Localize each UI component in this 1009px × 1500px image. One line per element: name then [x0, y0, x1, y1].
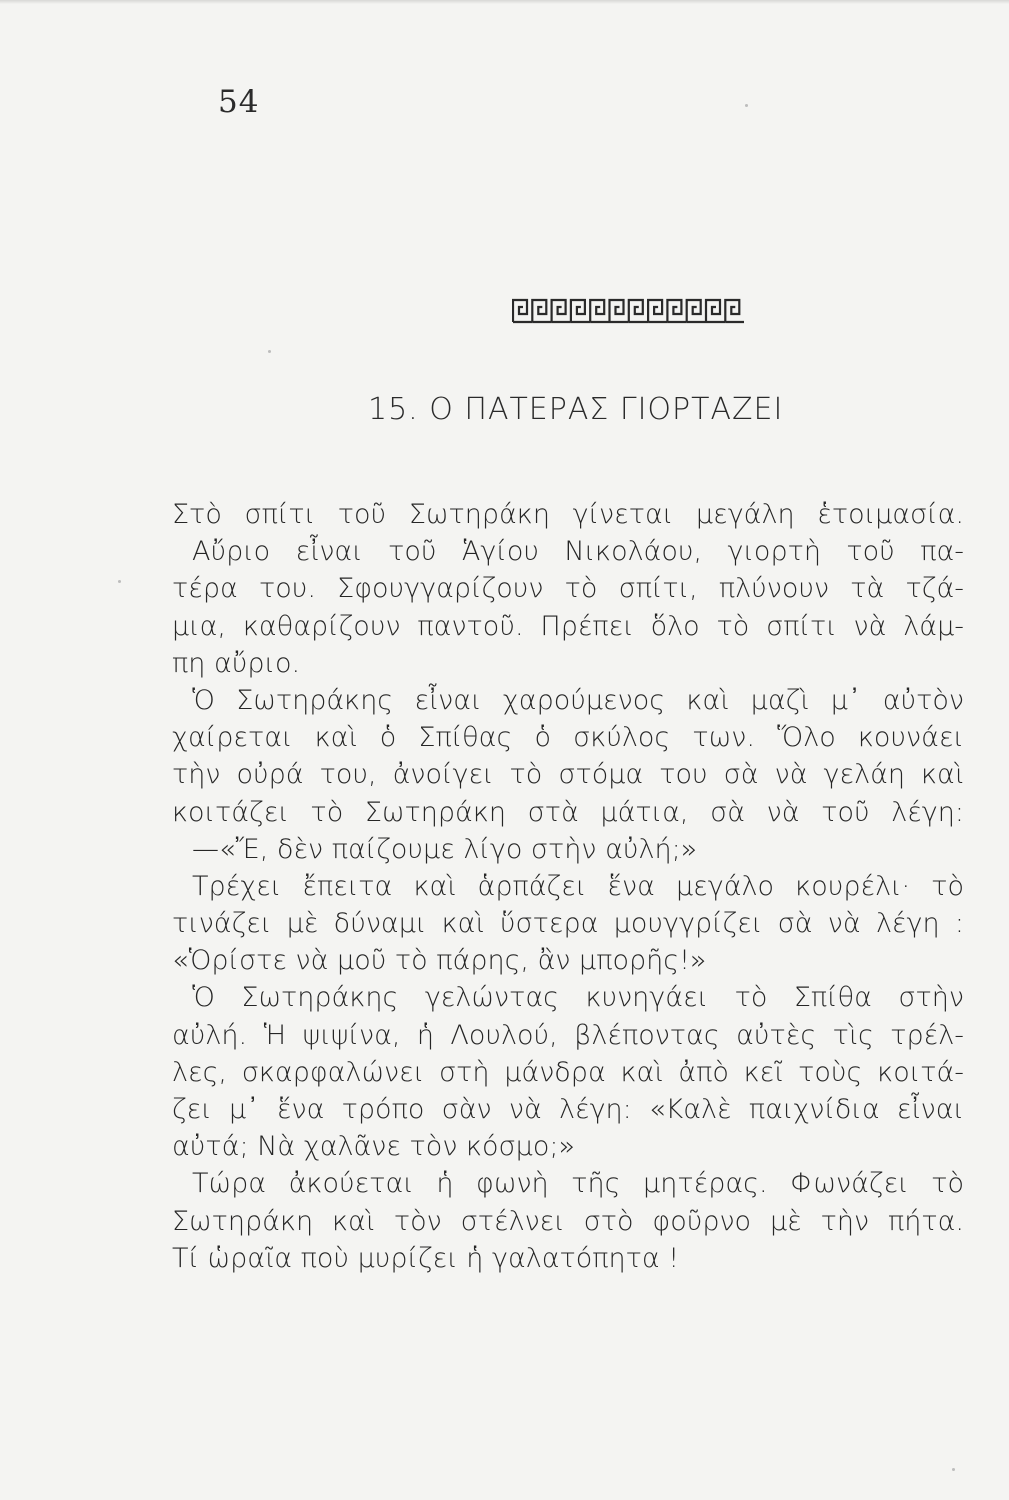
text-line: μια, καθαρίζουν παντοῦ. Πρέπει ὅλο τὸ σπίτι νὰ λάμ- — [172, 610, 964, 642]
text-line: αὐτά; Νὰ χαλᾶνε τὸν κόσμο;» — [172, 1131, 575, 1163]
meander-unit — [610, 300, 629, 322]
text-line: «Ὁρίστε νὰ μοῦ τὸ πάρης, ἂν μπορῆς!» — [172, 945, 707, 977]
meander-unit — [571, 300, 590, 322]
meander-unit — [532, 300, 551, 322]
text-line: αὐλή. Ἡ ψιψίνα, ἡ Λουλού, βλέποντας αὐτὲς τὶς τρέλ- — [172, 1019, 964, 1051]
chapter-title: 15. Ο ΠΑΤΕΡΑΣ ΓΙΟΡΤΑΖΕΙ — [368, 392, 784, 427]
meander-unit — [725, 300, 744, 322]
text-line: τέρα του. Σφουγγαρίζουν τὸ σπίτι, πλύνουν τὰ τζά- — [172, 573, 964, 605]
meander-unit — [552, 300, 571, 322]
page-number: 54 — [218, 84, 260, 120]
text-line: Τί ὡραῖα ποὺ μυρίζει ἡ γαλατόπητα ! — [172, 1242, 680, 1274]
paper-speck — [952, 1468, 955, 1471]
meander-unit — [590, 300, 609, 322]
greek-key-ornament — [512, 297, 744, 325]
meander-unit — [706, 300, 725, 322]
meander-unit — [667, 300, 686, 322]
paper-speck — [745, 104, 748, 107]
body-text — [172, 496, 972, 1277]
text-line: Ὁ Σωτηράκης εἶναι χαρούμενος καὶ μαζὶ μ᾽ αὐτὸν — [192, 684, 964, 716]
page-top-edge — [0, 0, 1009, 4]
text-line: Τώρα ἀκούεται ἡ φωνὴ τῆς μητέρας. Φωνάζει τὸ — [192, 1168, 964, 1200]
text-line: πη αὔριο. — [172, 647, 301, 679]
text-line: λες, σκαρφαλώνει στὴ μάνδρα καὶ ἀπὸ κεῖ τοὺς κοιτά- — [172, 1056, 964, 1088]
text-line: χαίρεται καὶ ὁ Σπίθας ὁ σκύλος των. Ὅλο κουνάει — [172, 722, 964, 754]
text-line: Στὸ σπίτι τοῦ Σωτηράκη γίνεται μεγάλη ἑτοιμασία. — [172, 499, 964, 530]
meander-unit — [629, 300, 648, 322]
text-line: Ὁ Σωτηράκης γελώντας κυνηγάει τὸ Σπίθα στὴν — [192, 982, 964, 1014]
text-line: Αὔριο εἶναι τοῦ Ἁγίου Νικολάου, γιορτὴ τοῦ πα- — [192, 536, 964, 568]
text-line: Τρέχει ἔπειτα καὶ ἁρπάζει ἕνα μεγάλο κουρέλι· τὸ — [192, 870, 964, 902]
text-line: ζει μ᾽ ἕνα τρόπο σὰν νὰ λέγη: «Καλὲ παιχνίδια εἶναι — [172, 1094, 964, 1125]
meander-unit — [648, 300, 667, 322]
meander-unit — [513, 300, 532, 322]
text-line: —«Ἔ, δὲν παίζουμε λίγο στὴν αὐλή;» — [192, 833, 698, 865]
text-line: τὴν οὐρά του, ἀνοίγει τὸ στόμα του σὰ νὰ γελάη καὶ — [172, 759, 964, 791]
text-line: Σωτηράκη καὶ τὸν στέλνει στὸ φοῦρνο μὲ τὴν πήτα. — [172, 1205, 964, 1237]
text-line: κοιτάζει τὸ Σωτηράκη στὰ μάτια, σὰ νὰ τοῦ λέγη: — [172, 796, 964, 828]
paper-speck — [118, 580, 121, 583]
text-line: τινάζει μὲ δύναμι καὶ ὕστερα μουγγρίζει σὰ νὰ λέγη : — [172, 908, 964, 940]
meander-unit — [687, 300, 706, 322]
paper-speck — [268, 350, 271, 353]
